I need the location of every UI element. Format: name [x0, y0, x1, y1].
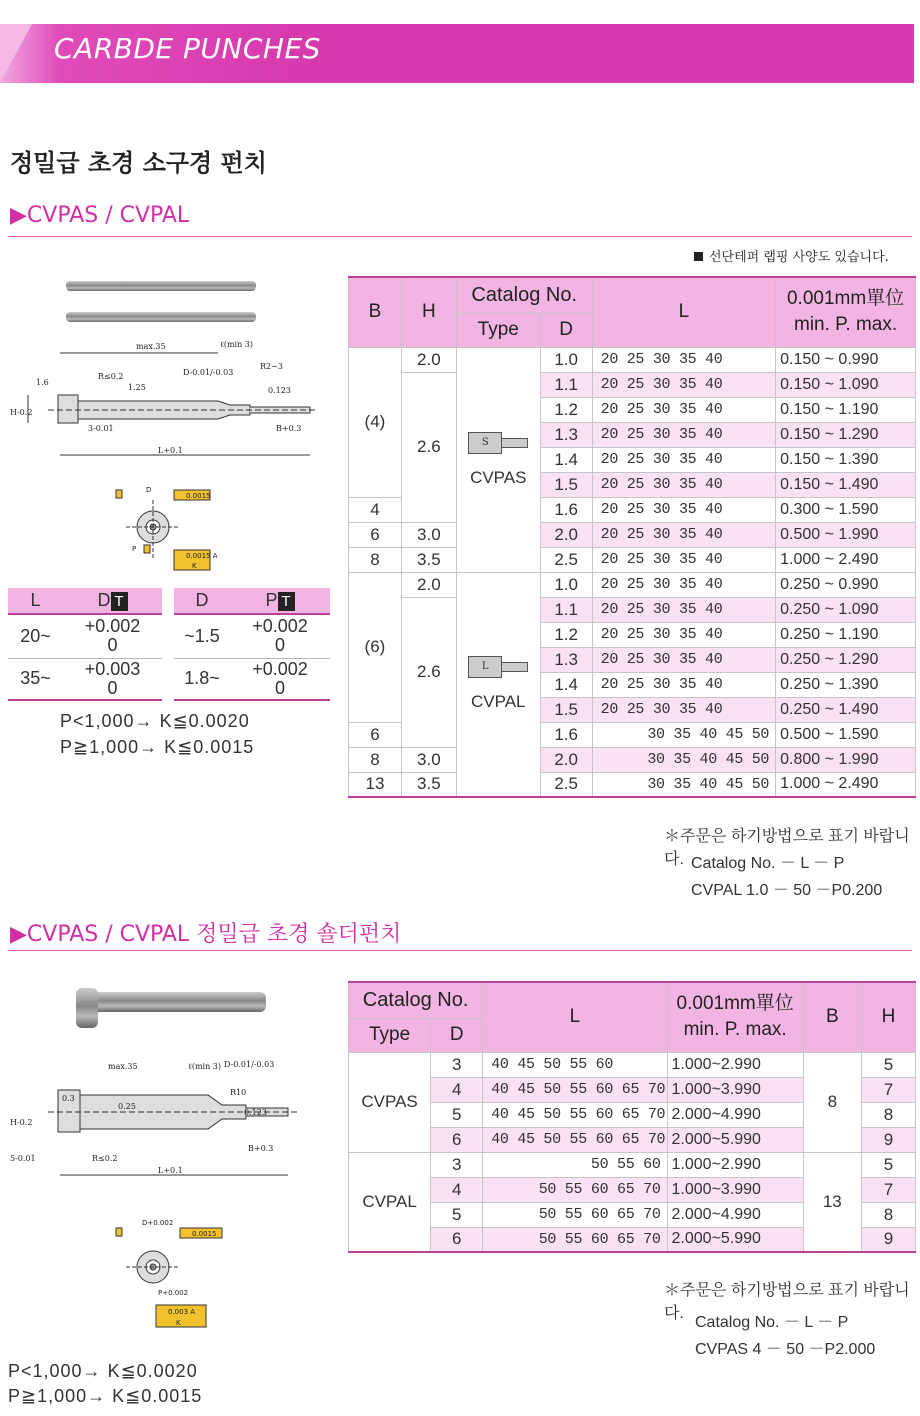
k-formula-1: P<1,000→ K≦0.0020	[60, 711, 250, 731]
cell-h: 3.5	[401, 547, 456, 572]
page-title: 정밀급 초경 소구경 펀치	[10, 149, 267, 177]
dim-l: L+0.1	[158, 446, 183, 455]
dim-h: H-0.2	[10, 408, 33, 417]
cell-b: 13	[349, 772, 402, 797]
col2-header-l: L	[483, 982, 667, 1052]
cell-h: 3.0	[401, 522, 456, 547]
punch-icon-head: S	[468, 432, 502, 454]
shoulder-punch-photo-head	[76, 988, 98, 1028]
range-label: min. P. max.	[683, 1019, 787, 1041]
type-label: CVPAS	[470, 467, 527, 487]
cell-l: 20 25 30 35 40	[592, 422, 776, 447]
punch-photo-2	[66, 312, 256, 322]
cell-d: 1.5	[540, 697, 592, 722]
mark-k: K	[192, 562, 197, 570]
tol2-row-2-value: +0.002 0	[230, 658, 330, 700]
k-formula-3: P<1,000→ K≦0.0020	[8, 1361, 198, 1381]
cell-l: 20 25 30 35 40	[592, 622, 776, 647]
punch-icon-tip	[501, 438, 528, 448]
col-header-catalog: Catalog No.	[456, 277, 592, 313]
cell-p-range: 0.250 ~ 0.990	[776, 572, 916, 597]
dim2-03: 0.3	[62, 1094, 75, 1103]
cell-h: 5	[861, 1052, 915, 1077]
cell-l: 20 25 30 35 40	[592, 447, 776, 472]
dim-lmin: ℓ(min 3)	[220, 340, 254, 349]
cell-b: 6	[349, 522, 402, 547]
dim-30: 3-0.01	[88, 424, 114, 433]
cell-l: 20 25 30 35 40	[592, 397, 776, 422]
lapping-note	[694, 246, 889, 265]
cell-b: 8	[349, 747, 402, 772]
cell-d: 5	[431, 1202, 483, 1227]
punch-photo-1	[66, 281, 256, 291]
spec-table-body	[349, 347, 916, 797]
table-row	[349, 772, 916, 797]
col2-header-d: D	[431, 1018, 483, 1052]
cell-h: 7	[861, 1077, 915, 1102]
cell-l: 40 45 50 55 60	[483, 1052, 667, 1077]
punch-icon-tip	[501, 662, 528, 672]
section-divider	[8, 236, 912, 237]
col-header-l: L	[592, 277, 776, 347]
cell-d: 1.4	[540, 672, 592, 697]
col-header-p	[776, 277, 916, 347]
table-row	[349, 547, 916, 572]
cell-h: 5	[861, 1152, 915, 1177]
col2-header-p	[667, 982, 803, 1052]
cell-type: CVPAL	[349, 1152, 431, 1252]
k-formula-4: P≧1,000→ K≦0.0015	[8, 1386, 203, 1406]
order-example-line-2: CVPAS 4 － 50 －P2.000	[695, 1341, 876, 1358]
cell-p-range: 1.000~2.990	[667, 1152, 803, 1177]
cell-p-range: 0.150 ~ 0.990	[776, 347, 916, 372]
cell-l: 40 45 50 55 60 65 70	[483, 1127, 667, 1152]
cell-type: CVPAS	[349, 1052, 431, 1152]
dim-d: D-0.01/-0.03	[183, 368, 234, 377]
cell-p-range: 0.150 ~ 1.490	[776, 472, 916, 497]
cell-d: 1.6	[540, 722, 592, 747]
dim-16: 1.6	[36, 378, 49, 387]
order-example-line: CVPAL 1.0 － 50 －P0.200	[691, 882, 883, 899]
cell-l: 30 35 40 45 50	[592, 772, 776, 797]
order-note: ＊주문은 하기방법으로 표기 바랍니다.	[664, 828, 910, 868]
punch-type-icon	[468, 656, 528, 678]
cell-p-range: 2.000~4.990	[667, 1202, 803, 1227]
tol2-header-d: D	[195, 590, 209, 610]
dim-b: B+0.3	[276, 424, 302, 433]
table-row	[349, 1152, 916, 1177]
cell-d: 5	[431, 1102, 483, 1127]
cell-l: 20 25 30 35 40	[592, 547, 776, 572]
mark2-0015: 0.0015	[192, 1230, 217, 1238]
dim-g: 1.25	[128, 383, 146, 392]
cell-d: 1.4	[540, 447, 592, 472]
dim2-l: L+0.1	[158, 1166, 183, 1175]
cell-d: 1.0	[540, 347, 592, 372]
cell-p-range: 0.500 ~ 1.590	[776, 722, 916, 747]
tol-row-2-l: 35~	[8, 658, 63, 700]
unit-label: 0.001mm單位	[786, 288, 905, 310]
punch-type-icon	[468, 432, 528, 454]
cell-p-range: 0.150 ~ 1.290	[776, 422, 916, 447]
cell-p-range: 0.800 ~ 1.990	[776, 747, 916, 772]
cell-d: 2.0	[540, 522, 592, 547]
cell-b: 4	[349, 497, 402, 522]
cell-p-range: 0.300 ~ 1.590	[776, 497, 916, 522]
cell-p-range: 0.250 ~ 1.390	[776, 672, 916, 697]
cell-h: 3.5	[401, 772, 456, 797]
mark2-d: D+0.002	[142, 1219, 174, 1227]
cell-p-range: 2.000~5.990	[667, 1127, 803, 1152]
cell-p-range: 0.500 ~ 1.990	[776, 522, 916, 547]
cell-type	[456, 572, 540, 797]
cell-l: 20 25 30 35 40	[592, 672, 776, 697]
col-header-d: D	[540, 313, 592, 347]
cell-p-range: 1.000~2.990	[667, 1052, 803, 1077]
cell-l: 50 55 60	[483, 1152, 667, 1177]
table-row	[349, 1052, 916, 1077]
tol2-row-1-d: ~1.5	[174, 614, 230, 658]
dim2-025: 0.25	[118, 1102, 136, 1111]
cvpas-cvpal-spec-table	[348, 276, 916, 798]
cell-h: 2.6	[401, 597, 456, 747]
tolerance-table-l-d	[8, 588, 162, 701]
cell-p-range: 0.250 ~ 1.490	[776, 697, 916, 722]
unit-label: 0.001mm單位	[676, 993, 794, 1015]
cell-p-range: 0.150 ~ 1.090	[776, 372, 916, 397]
shoulder-punch-photo	[76, 992, 266, 1012]
cell-p-range: 1.000 ~ 2.490	[776, 772, 916, 797]
table-row	[349, 597, 916, 622]
banner-notch	[0, 24, 32, 83]
t-mark: T	[278, 592, 295, 611]
cell-b: 13	[803, 1152, 861, 1252]
mark2-k: K	[176, 1319, 181, 1327]
cell-d: 2.5	[540, 547, 592, 572]
table-row	[349, 747, 916, 772]
cell-b: 8	[349, 547, 402, 572]
dim2-0123: 0.123	[244, 1108, 267, 1117]
tol2-row-1-value: +0.002 0	[230, 614, 330, 658]
order-format-line: Catalog No. － L － P	[691, 855, 845, 872]
lapping-note-text: 선단테퍼 랩핑 사양도 있습니다.	[709, 250, 889, 265]
section-heading-shoulder-punch: ▶CVPAS / CVPAL 정밀급 초경 숄더펀치	[10, 922, 402, 947]
tol2-row-2-d: 1.8~	[174, 658, 230, 700]
col2-header-type: Type	[349, 1018, 431, 1052]
cell-h: 9	[861, 1127, 915, 1152]
punch-technical-drawing	[8, 335, 338, 585]
cell-d: 1.1	[540, 372, 592, 397]
cell-d: 2.0	[540, 747, 592, 772]
cell-h: 3.0	[401, 747, 456, 772]
tol2-header-p: P T	[230, 588, 330, 614]
cell-l: 20 25 30 35 40	[592, 647, 776, 672]
cell-d: 1.1	[540, 597, 592, 622]
cell-l: 20 25 30 35 40	[592, 372, 776, 397]
cell-l: 30 35 40 45 50	[592, 722, 776, 747]
dim2-b: B+0.3	[248, 1144, 274, 1153]
section-divider	[8, 950, 912, 951]
cell-b: (6)	[349, 572, 402, 722]
cell-d: 1.2	[540, 397, 592, 422]
dim2-r10: R10	[230, 1088, 247, 1097]
col-header-h: H	[401, 277, 456, 347]
dim2-h: H-0.2	[10, 1118, 33, 1127]
mark2-p: P+0.002	[158, 1289, 189, 1297]
cell-d: 1.6	[540, 497, 592, 522]
order-format-line-2: Catalog No. － L － P	[695, 1314, 849, 1331]
cell-p-range: 0.150 ~ 1.190	[776, 397, 916, 422]
k-formula-2: P≧1,000→ K≦0.0015	[60, 737, 255, 757]
cell-d: 4	[431, 1077, 483, 1102]
dim2-d: D-0.01/-0.03	[224, 1060, 275, 1069]
tolerance-table-d-p	[174, 588, 330, 701]
cell-d: 6	[431, 1227, 483, 1252]
cell-h: 7	[861, 1177, 915, 1202]
cell-d: 1.3	[540, 422, 592, 447]
cell-l: 20 25 30 35 40	[592, 597, 776, 622]
cell-p-range: 2.000~5.990	[667, 1227, 803, 1252]
t-mark: T	[111, 592, 128, 611]
dim2-max: max.35	[108, 1062, 138, 1071]
tol-header-l: L	[30, 590, 41, 610]
dim2-5: 5-0.01	[10, 1154, 36, 1163]
cell-d: 1.3	[540, 647, 592, 672]
cell-h: 8	[861, 1102, 915, 1127]
header-banner	[0, 24, 914, 83]
dim2-lmin: ℓ(min 3)	[188, 1062, 222, 1071]
dim-0123: 0.123	[268, 386, 291, 395]
cell-d: 3	[431, 1052, 483, 1077]
table-row	[349, 372, 916, 397]
cell-b: (4)	[349, 347, 402, 497]
cell-d: 1.5	[540, 472, 592, 497]
cell-h: 9	[861, 1227, 915, 1252]
cell-l: 20 25 30 35 40	[592, 472, 776, 497]
punch-head-shape	[58, 395, 78, 423]
cell-b: 8	[803, 1052, 861, 1152]
cell-p-range: 0.250 ~ 1.090	[776, 597, 916, 622]
table-row	[349, 522, 916, 547]
square-bullet-icon	[694, 252, 703, 261]
shoulder-punch-spec-table	[348, 981, 916, 1253]
cell-d: 1.0	[540, 572, 592, 597]
mark-p: P	[132, 545, 137, 553]
cell-d: 4	[431, 1177, 483, 1202]
mark-0015: 0.0015	[186, 492, 211, 500]
mark-d: D	[146, 486, 152, 494]
cell-l: 50 55 60 65 70	[483, 1227, 667, 1252]
cell-l: 30 35 40 45 50	[592, 747, 776, 772]
cell-h: 2.0	[401, 572, 456, 597]
col2-header-b: B	[803, 982, 861, 1052]
cell-l: 20 25 30 35 40	[592, 347, 776, 372]
banner-title: CARBDE PUNCHES	[54, 32, 321, 65]
cell-p-range: 2.000~4.990	[667, 1102, 803, 1127]
dim-max: max.35	[136, 342, 166, 351]
cell-l: 20 25 30 35 40	[592, 522, 776, 547]
shoulder-table-body	[349, 1052, 916, 1252]
cell-p-range: 0.250 ~ 1.190	[776, 622, 916, 647]
cell-h: 8	[861, 1202, 915, 1227]
tol-row-1-l: 20~	[8, 614, 63, 658]
cell-b: 6	[349, 722, 402, 747]
punch-icon-head: L	[468, 656, 502, 678]
cell-l: 50 55 60 65 70	[483, 1177, 667, 1202]
cell-l: 20 25 30 35 40	[592, 697, 776, 722]
cell-l: 40 45 50 55 60 65 70	[483, 1077, 667, 1102]
mark2-003: 0.003 A	[168, 1308, 196, 1316]
mark-0015a: 0.0015 A	[186, 552, 218, 560]
table-row	[349, 572, 916, 597]
cell-h: 2.6	[401, 372, 456, 522]
tol-header-d: D T	[63, 588, 162, 614]
col2-header-catalog: Catalog No.	[349, 982, 483, 1018]
cell-l: 20 25 30 35 40	[592, 572, 776, 597]
cell-p-range: 0.150 ~ 1.390	[776, 447, 916, 472]
cell-d: 3	[431, 1152, 483, 1177]
shoulder-punch-technical-drawing	[8, 1055, 338, 1335]
order-note-2: ＊주문은 하기방법으로 표기 바랍니다.	[664, 1282, 910, 1322]
cell-p-range: 1.000~3.990	[667, 1177, 803, 1202]
cell-h: 2.0	[401, 347, 456, 372]
cell-p-range: 0.250 ~ 1.290	[776, 647, 916, 672]
cell-l: 20 25 30 35 40	[592, 497, 776, 522]
cell-l: 50 55 60 65 70	[483, 1202, 667, 1227]
dim-r2: R2~3	[260, 362, 283, 371]
dim2-r-small: R≤0.2	[92, 1154, 118, 1163]
range-label: min. P. max.	[794, 314, 898, 336]
cell-type	[456, 347, 540, 572]
type-label: CVPAL	[471, 692, 526, 712]
cell-l: 40 45 50 55 60 65 70	[483, 1102, 667, 1127]
col2-header-h: H	[861, 982, 915, 1052]
section-heading-cvpas-cvpal: ▶CVPAS / CVPAL	[10, 203, 190, 228]
cell-d: 1.2	[540, 622, 592, 647]
cell-p-range: 1.000 ~ 2.490	[776, 547, 916, 572]
cell-d: 6	[431, 1127, 483, 1152]
cell-p-range: 1.000~3.990	[667, 1077, 803, 1102]
tol-row-1-value: +0.002 0	[63, 614, 162, 658]
cell-d: 2.5	[540, 772, 592, 797]
table-row	[349, 347, 916, 372]
col-header-b: B	[349, 277, 402, 347]
dim-r-small: R≤0.2	[98, 372, 124, 381]
col-header-type: Type	[456, 313, 540, 347]
tol-row-2-value: +0.003 0	[63, 658, 162, 700]
